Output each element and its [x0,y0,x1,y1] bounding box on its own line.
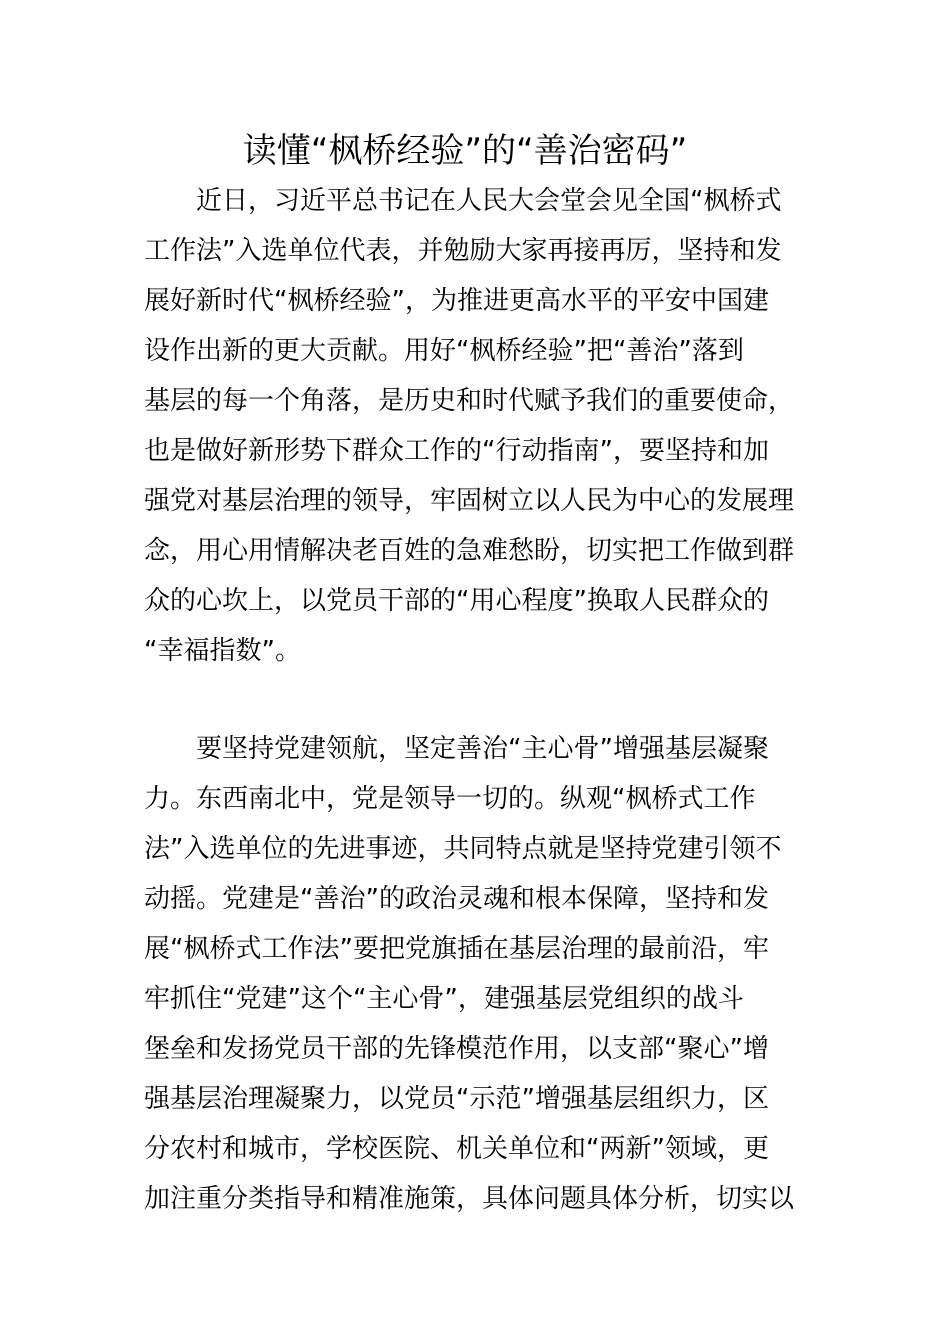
document-title: 读懂“枫桥经验”的“善治密码” [242,131,688,171]
paragraph-line: 强基层治理凝聚力，以党员“示范”增强基层组织力，区 [144,1084,769,1114]
paragraph-line: 堡垒和发扬党员干部的先锋模范作用，以支部“聚心”增 [144,1034,769,1064]
paragraph-line: 牢抓住“党建”这个“主心骨”，建强基层党组织的战斗 [144,984,744,1014]
paragraph-line: 分农村和城市，学校医院、机关单位和“两新”领域，更 [144,1134,769,1164]
paragraph-line: 工作法”入选单位代表，并勉励大家再接再厉，坚持和发 [144,236,782,266]
paragraph-1 [144,176,808,676]
paragraph-line: 近日，习近平总书记在人民大会堂会见全国“枫桥式 [144,186,782,216]
paragraph-line: 也是做好新形势下群众工作的“行动指南”，要坚持和加 [144,436,769,466]
paragraph-line: “幸福指数”。 [144,636,301,666]
paragraph-2 [144,724,808,1224]
paragraph-line: 法”入选单位的先进事迹，共同特点就是坚持党建引领不 [144,834,782,864]
paragraph-line: 众的心坎上，以党员干部的“用心程度”换取人民群众的 [144,586,769,616]
paragraph-line: 加注重分类指导和精准施策，具体问题具体分析，切实以 [144,1184,795,1214]
paragraph-line: 动摇。党建是“善治”的政治灵魂和根本保障，坚持和发 [144,884,769,914]
paragraph-line: 展“枫桥式工作法”要把党旗插在基层治理的最前沿，牢 [144,934,769,964]
paragraph-line: 强党对基层治理的领导，牢固树立以人民为中心的发展理 [144,486,795,516]
paragraph-line: 展好新时代“枫桥经验”，为推进更高水平的平安中国建 [144,286,769,316]
paragraph-line: 力。东西南北中，党是领导一切的。纵观“枫桥式工作 [144,784,756,814]
paragraph-line: 念，用心用情解决老百姓的急难愁盼，切实把工作做到群 [144,536,795,566]
paragraph-line: 基层的每一个角落，是历史和时代赋予我们的重要使命， [144,386,795,416]
paragraph-line: 要坚持党建领航，坚定善治“主心骨”增强基层凝聚 [144,734,769,764]
paragraph-line: 设作出新的更大贡献。用好“枫桥经验”把“善治”落到 [144,336,744,366]
